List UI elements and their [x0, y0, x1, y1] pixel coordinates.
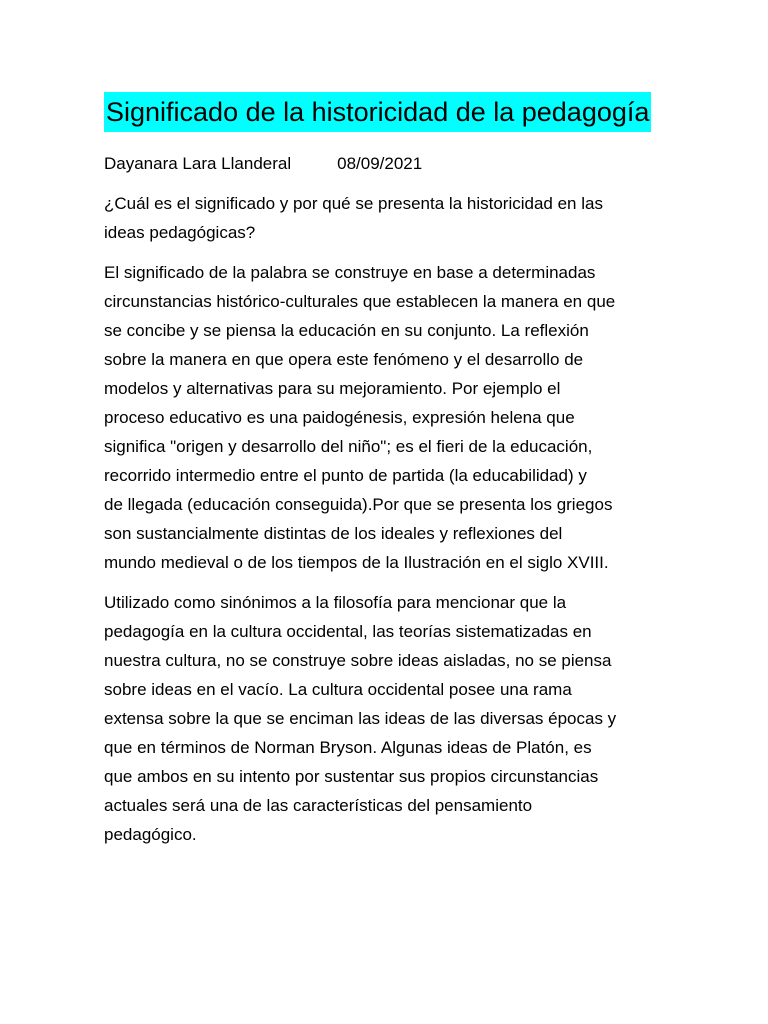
paragraph-line: proceso educativo es una paidogénesis, expresión helena que: [104, 408, 575, 427]
document-title: Significado de la historicidad de la pedagogía: [104, 92, 651, 132]
paragraph-line: mundo medieval o de los tiempos de la Ilustración en el siglo XVIII.: [104, 553, 609, 572]
author-name: Dayanara Lara Llanderal: [104, 154, 292, 173]
document-date: 08/09/2021: [337, 154, 423, 173]
body-paragraph-2: [104, 588, 684, 849]
question-paragraph: [104, 189, 684, 247]
question-line: ideas pedagógicas?: [104, 223, 256, 242]
question-line: ¿Cuál es el significado y por qué se presenta la historicidad en las: [104, 194, 603, 213]
author-date-line: [104, 150, 684, 178]
paragraph-line: son sustancialmente distintas de los ideales y reflexiones del: [104, 524, 563, 543]
paragraph-line: circunstancias histórico-culturales que establecen la manera en que: [104, 292, 616, 311]
paragraph-line: se concibe y se piensa la educación en su conjunto. La reflexión: [104, 321, 589, 340]
paragraph-line: significa "origen y desarrollo del niño"; es el fieri de la educación,: [104, 437, 593, 456]
paragraph-line: recorrido intermedio entre el punto de partida (la educabilidad) y: [104, 466, 587, 485]
paragraph-line: extensa sobre la que se enciman las ideas de las diversas épocas y: [104, 709, 617, 728]
paragraph-line: de llegada (educación conseguida).Por que se presenta los griegos: [104, 495, 613, 514]
document-content: [104, 92, 684, 849]
body-paragraph-1: [104, 258, 684, 577]
paragraph-line: nuestra cultura, no se construye sobre ideas aisladas, no se piensa: [104, 651, 612, 670]
paragraph-line: pedagogía en la cultura occidental, las teorías sistematizadas en: [104, 622, 592, 641]
paragraph-line: Utilizado como sinónimos a la filosofía para mencionar que la: [104, 593, 567, 612]
paragraph-line: El significado de la palabra se construye en base a determinadas: [104, 263, 596, 282]
paragraph-line: pedagógico.: [104, 825, 197, 844]
paragraph-line: sobre la manera en que opera este fenómeno y el desarrollo de: [104, 350, 584, 369]
paragraph-line: actuales será una de las características del pensamiento: [104, 796, 533, 815]
paragraph-line: modelos y alternativas para su mejoramiento. Por ejemplo el: [104, 379, 561, 398]
paragraph-line: que ambos en su intento por sustentar sus propios circunstancias: [104, 767, 599, 786]
paragraph-line: sobre ideas en el vacío. La cultura occidental posee una rama: [104, 680, 572, 699]
paragraph-line: que en términos de Norman Bryson. Algunas ideas de Platón, es: [104, 738, 592, 757]
